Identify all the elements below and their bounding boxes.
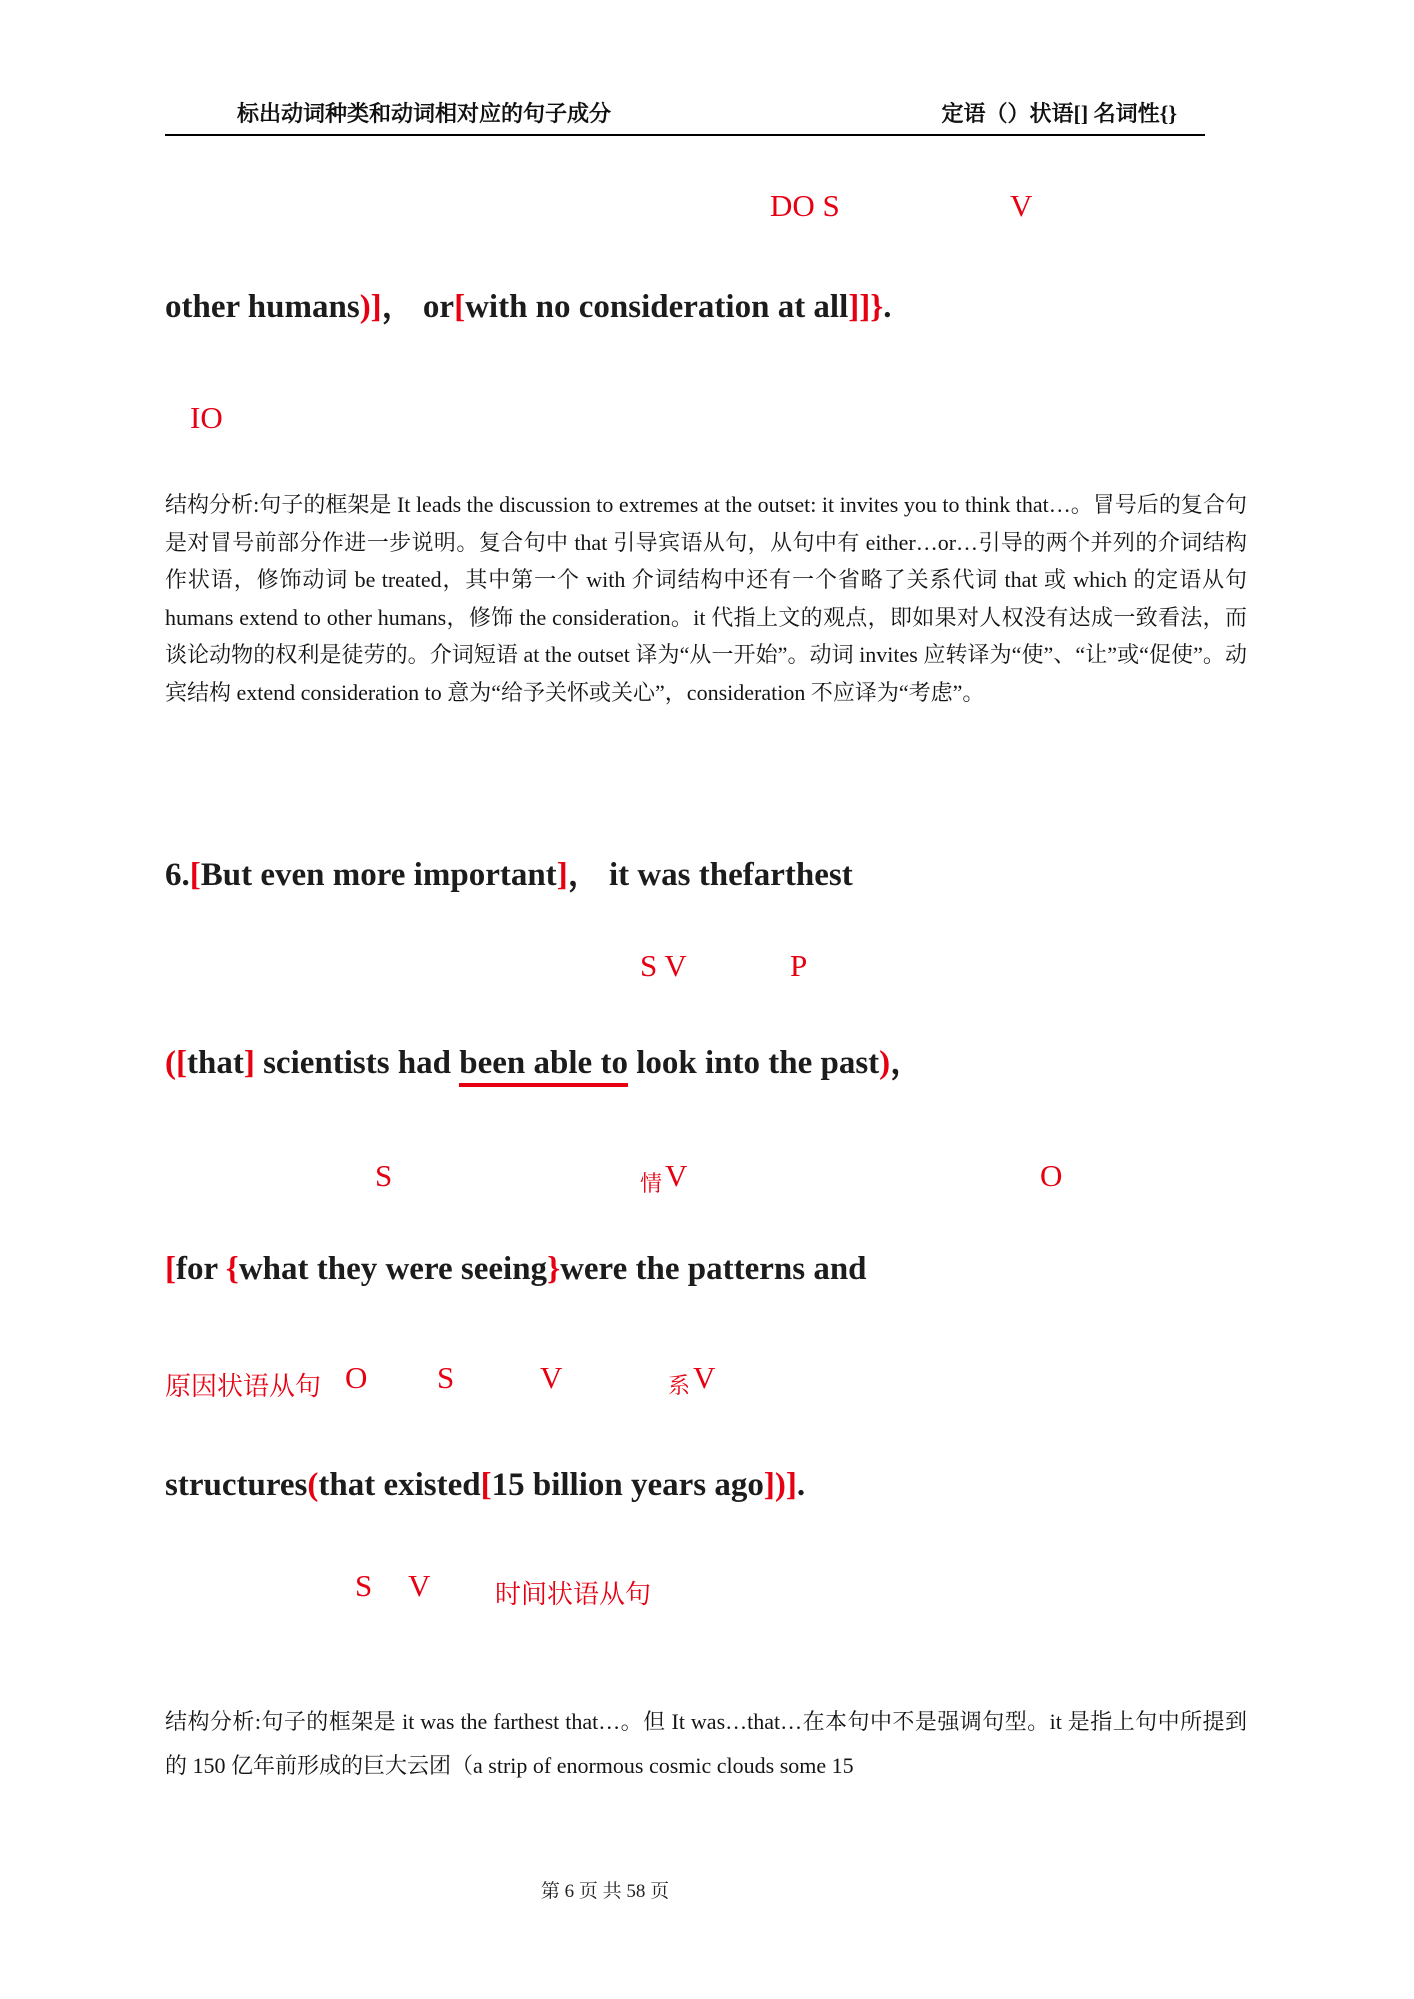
annotation-v: V (540, 1360, 563, 1395)
analysis-paragraph-6: 结构分析:句子的框架是 it was the farthest that…。但 It was…that…在本句中不是强调句型。it 是指上句中所提到的 150 亿年前形成的巨大云团（a strip of enormous cosmic clouds some 15 (165, 1709, 1247, 1778)
annotation-v: V (665, 1158, 688, 1193)
annotation-io: IO (190, 400, 223, 435)
text-segment: 15 billion years ago (491, 1467, 764, 1503)
annotation-row-s-qingv-o (165, 1158, 1245, 1204)
text-segment: ， it was thefarthest (567, 857, 853, 893)
text-segment: [ (454, 289, 466, 325)
text-segment: were the patterns and (560, 1251, 867, 1287)
text-segment: } (547, 1251, 561, 1287)
text-segment: been able to (459, 1045, 628, 1087)
text-segment: ， or (381, 289, 455, 325)
header-instruction: 标出动词种类和动词相对应的句子成分 (237, 101, 612, 126)
header-notation-legend: 定语（）状语[] 名词性{} (941, 101, 1177, 126)
text-segment: that (186, 1045, 244, 1081)
text-segment: with no consideration at all (465, 289, 849, 325)
annotation-qing: 情 (640, 1171, 663, 1196)
page-number-footer: 第 6 页 共 58 页 (540, 1881, 670, 1902)
sentence-6-line-4 (165, 1462, 1285, 1508)
annotation-v: V (408, 1568, 431, 1603)
text-segment: [ (165, 1251, 176, 1287)
text-segment: ( (307, 1467, 319, 1503)
annotation-row-time-clause (165, 1568, 1245, 1614)
text-segment: other humans (165, 289, 360, 325)
annotation-do-s: DO S (770, 188, 840, 223)
text-segment: . (796, 1467, 806, 1503)
annotation-s-v: S V (640, 948, 687, 983)
text-segment: ) (879, 1045, 891, 1081)
annotation-time-clause-label: 时间状语从句 (495, 1580, 652, 1609)
annotation-row-cause-clause (165, 1360, 1245, 1406)
annotation-s: S (355, 1568, 373, 1603)
annotation-xi: 系 (668, 1373, 691, 1398)
annotation-row-sv-p (165, 948, 1245, 994)
sentence-5-tail (165, 284, 1285, 330)
page-header (165, 84, 1205, 136)
annotation-s: S (437, 1360, 455, 1395)
text-segment: ])] (763, 1467, 797, 1503)
sentence-6-heading (165, 852, 1285, 898)
text-segment: ([ (165, 1045, 187, 1081)
annotation-cause-clause-label: 原因状语从句 (165, 1372, 322, 1401)
sentence-6-line-2 (165, 1040, 1285, 1086)
text-segment: ， (890, 1045, 924, 1081)
text-segment: scientists had (254, 1045, 460, 1081)
annotation-s: S (375, 1158, 393, 1193)
text-segment: [ (480, 1467, 492, 1503)
text-segment: that existed (318, 1467, 481, 1503)
annotation-v2: V (693, 1360, 716, 1395)
text-segment: )] (359, 289, 382, 325)
text-segment: [ (189, 857, 201, 893)
sentence-6-line-3 (165, 1246, 1285, 1292)
text-segment: structures (165, 1467, 308, 1503)
text-segment: { (225, 1251, 239, 1287)
annotation-v: V (1010, 188, 1033, 223)
text-segment: look into the past (627, 1045, 880, 1081)
text-segment: ] (556, 857, 568, 893)
text-segment: . (883, 289, 892, 325)
text-segment: 6. (165, 857, 190, 893)
annotation-o: O (345, 1360, 368, 1395)
annotation-p: P (790, 948, 808, 983)
text-segment: what they were seeing (238, 1251, 548, 1287)
text-segment: ] (243, 1045, 255, 1081)
annotation-row-do-s-v (165, 188, 1245, 234)
text-segment: But even more important (200, 857, 557, 893)
text-segment: for (176, 1251, 226, 1287)
annotation-o: O (1040, 1158, 1063, 1193)
text-segment: ]]} (848, 289, 884, 325)
analysis-paragraph-5: 结构分析:句子的框架是 It leads the discussion to extremes at the outset: it invites you to think that…。冒号后的复合句是对冒号前部分作进一步说明。复合句中 that 引导宾语从句，从句中有 either…or…引导的两个并列的介词结构作状语，修饰动词 be treated，其中第一个 with 介词结构中还有一个省略了关系代词 that 或 which 的定语从句 humans extend to other humans，修饰 the consideration。it 代指上文的观点，即如果对人权没有达成一致看法，而谈论动物的权利是徒劳的。介词短语 at the outset 译为“从一开始”。动词 invites 应转译为“使”、“让”或“促使”。动宾结构 extend consideration to 意为“给予关怀或关心”，consideration 不应译为“考虑”。 (165, 492, 1247, 705)
